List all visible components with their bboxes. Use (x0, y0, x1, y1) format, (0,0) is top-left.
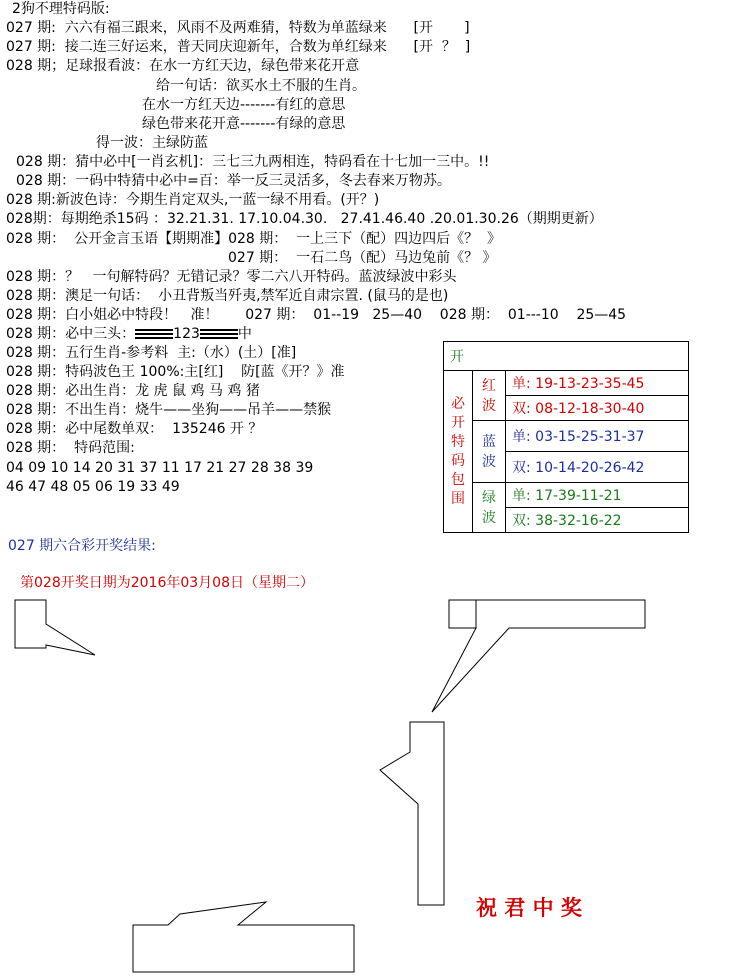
three-heads-label: 028 期：必中三头： (6, 326, 136, 342)
three-heads-value: 123 (173, 326, 200, 342)
line-golden-words: 028 期： 公开金言玉语【期期准】028 期： 一上三下（配）四边四后《？ 》 (6, 231, 502, 247)
line-range-label: 028 期： 特码范围: (6, 440, 135, 456)
three-heads-tail: 中 (237, 326, 252, 342)
box-group-blue: 蓝 波 (473, 421, 506, 483)
line-027-a: 027 期: 六六有福三跟来，风雨不及两难猜，特数为单蓝绿来 [开 ] (6, 20, 470, 36)
box-row: 单: 17-39-11-21 (506, 483, 689, 508)
line-wave-poem: 028 期:新波色诗：今期生肖定双头,一蓝一绿不用看。(开？) (6, 192, 380, 208)
line-zodiac-riddle: 028 期：猜中必中[一肖玄机]：三七三九两相连，特码看在十七加一三中。!! (16, 154, 490, 170)
line-must-zodiac: 028 期：必出生肖：龙 虎 鼠 鸡 马 鸡 猪 (6, 383, 260, 399)
callout-bubble-left (15, 600, 95, 655)
line-football: 028 期；足球报看波：在水一方红天边，绿色带来花开意 (6, 58, 360, 74)
congrats-text: 祝 君 中 奖 (476, 895, 582, 920)
line-range-numbers-1: 04 09 10 14 20 31 37 11 17 21 27 28 38 39 (6, 460, 314, 476)
line-kill-15: 028期：每期绝杀15码 ：32.21.31. 17.10.04.30. 27.41.46.40 .20.01.30.26（期期更新） (6, 211, 603, 227)
line-aus-phrase: 028 期：澳足一句话： 小丑背叛当歼夷,禁军近自肃宗置. (鼠马的是也) (6, 288, 449, 304)
box-row: 双: 38-32-16-22 (506, 508, 689, 533)
results-title: 027 期六合彩开奖结果: (8, 538, 156, 554)
box-row: 单: 03-15-25-31-37 (506, 421, 689, 452)
box-group-green: 绿 波 (473, 483, 506, 533)
callout-bubble-vertical (380, 722, 444, 905)
box-row: 双: 08-12-18-30-40 (506, 396, 689, 421)
box-row: 单: 19-13-23-35-45 (506, 371, 689, 396)
line-one-code: 028 期：一码中特猜中必中=百：举一反三灵活多，冬去春来万物苏。 (16, 173, 451, 189)
callout-bubble-top-right (432, 600, 645, 712)
box-row: 双: 10-14-20-26-42 (506, 452, 689, 483)
line-tail-numbers: 028 期：必中尾数单双： 135246 开 ？ (6, 421, 263, 437)
line-027-b: 027 期: 接二连三好运来，普天同庆迎新年，合数为单红绿来 [开 ？ ] (6, 39, 471, 55)
draw-date: 第028开奖日期为2016年03月08日（星期二） (20, 575, 314, 591)
line-no-zodiac: 028 期：不出生肖：烧牛——坐狗——吊羊——禁猴 (6, 402, 332, 418)
box-side-label: 必 开 特 码 包 围 (444, 371, 473, 533)
line-riddle-code: 028 期：？ 一句解特码？无错记录？零二六八开特码。蓝波绿波中彩头 (6, 269, 457, 285)
line-red-meaning: 在水一方红天边-------有红的意思 (142, 97, 346, 113)
line-wave-king: 028 期：特码波色王 100%:主[红] 防[蓝《开？》准 (6, 364, 345, 380)
line-027-stone: 027 期： 一石二鸟（配）马边兔前《？ 》 (228, 250, 497, 266)
box-header: 开 (444, 342, 689, 371)
line-segment: 028 期：白小姐必中特段！ 准！ 027 期： 01--19 25—40 028 期： 01---10 25—45 (6, 307, 627, 323)
line-range-numbers-2: 46 47 48 05 06 19 33 49 (6, 479, 180, 495)
box-group-red: 红 波 (473, 371, 506, 421)
callout-bubble-bottom (133, 902, 354, 972)
line-five-elements: 028 期：五行生肖-参考料 主:（水）(土）[准] (6, 345, 297, 361)
line-green-meaning: 绿色带来花开意-------有绿的意思 (142, 116, 346, 132)
line-hint: 给一句话：欲买水土不服的生肖。 (156, 78, 366, 94)
line-wave: 得一波：主绿防蓝 (96, 135, 208, 151)
doc-title: 2狗不理特码版: (12, 1, 110, 17)
